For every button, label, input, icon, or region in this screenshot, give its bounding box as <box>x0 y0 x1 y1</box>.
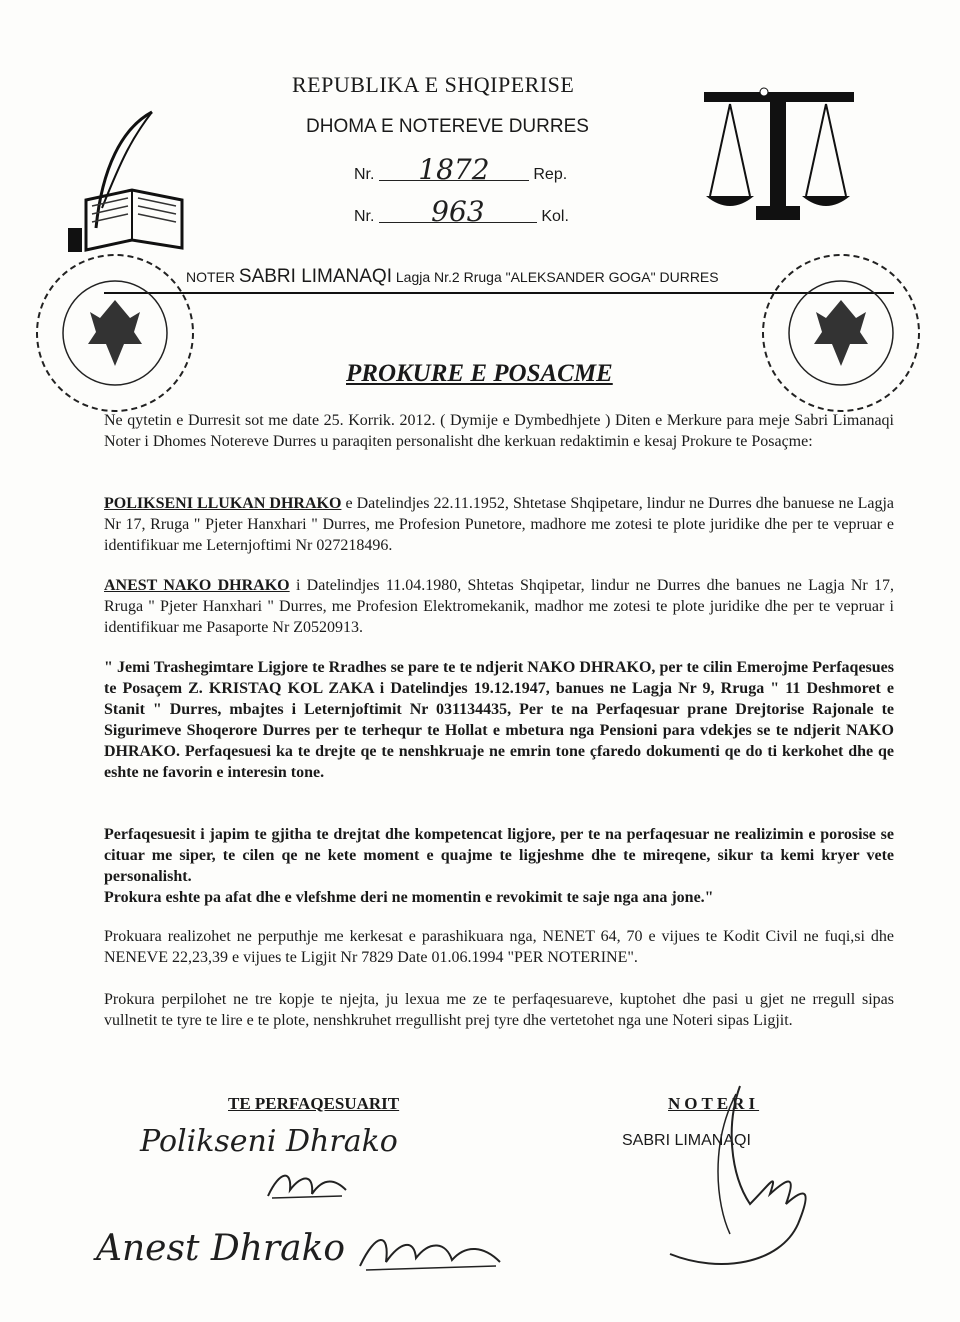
closing-paragraph: Prokura perpilohet ne tre kopje te njejta, ju lexua me ze te perfaqesuareve, kuptohet dhe pasi u gjet ne rregull sipas vullnetit te tyre te lire e te plote, nenshkruhet rregullisht prej tyre dhe vertetohet nga une Noteri sipas Ligjit. <box>104 991 894 1029</box>
person2-text: i Datelindjes 11.04.1980, Shtetas Shqipetar, lindur ne Durres dhe banues ne Lagja Nr 17, Rruga " Pjeter Hanxhari " Durres, me Profesion Elektromekanik, madhor me zotesi te plote juridike dhe per te vepruar i identifikuar me Pasaporte Nr Z0520913. <box>104 577 895 636</box>
quote-paragraph-1: " Jemi Trashegimtare Ligjore te Rradhes se pare te te ndjerit NAKO DHRAKO, per te cilin Emerojme Perfaqesues te Posaçem Z. KRISTAQ KOL ZAKA i Datelindjes 19.12.1947, banues ne Lagja Nr 9, Rruga " 11 Deshmoret e Stanit " Durres, mbajtes i Leternjoftimit Nr 031134435, Per te na Perfaqesuar prane Drejtorise Rajonale te Sigurimeve Shoqerore Durres per te terhequr te Hollat e mbetura nga Pensioni para vdekjes se te ndjerit NAKO DHRAKO. Perfaqesuesi ka te drejte qe te nenshkruaje ne emrin tone çfaredo dokumenti qe do ti kerkohet dhe qe eshte ne favorin e interesin tone. <box>104 659 894 781</box>
book-quill-emblem-icon <box>62 108 212 258</box>
person2-paragraph <box>104 575 894 638</box>
noter-prefix: NOTER <box>186 269 235 285</box>
rep-number: 1872 <box>379 160 529 181</box>
chamber-heading: DHOMA E NOTEREVE DURRES <box>306 116 589 137</box>
person1-paragraph <box>104 493 894 556</box>
republic-heading: REPUBLIKA E SHQIPERISE <box>292 72 575 97</box>
kol-number: 963 <box>379 202 537 223</box>
intro-paragraph: Ne qytetin e Durresit sot me date 25. Korrik. 2012. ( Dymije e Dymbedhjete ) Diten e Merkure para meje Sabri Limanaqi Noter i Dhomes Notereve Durres u paraqiten personalisht dhe kerkuan redaktimin e kesaj Prokure te Posaçme: <box>104 412 894 450</box>
document-title: PROKURE E POSACME <box>346 360 613 387</box>
notary-heading: NOTERI <box>668 1094 760 1113</box>
rep-label: Rep. <box>533 166 568 183</box>
anest-signature-scribble-icon <box>356 1222 506 1282</box>
noter-name: SABRI LIMANAQI <box>238 266 392 287</box>
notary-name: SABRI LIMANAQI <box>622 1132 751 1149</box>
initials-scribble-icon <box>262 1166 352 1206</box>
quote-paragraph-3: Prokura eshte pa afat dhe e vlefshme deri ne momentin e revokimit te saje nga ana jone." <box>104 889 714 906</box>
person1-text: e Datelindjes 22.11.1952, Shtetase Shqipetare, lindur ne Durres dhe banuese ne Lagja Nr 17, Rruga " Pjeter Hanxhari " Durres, me Profesion Punetore, madhore me zotesi te plote juridike dhe per te vepruar e identifikuar me Leternjoftimi Nr 027218496. <box>104 495 894 554</box>
noter-address: Lagja Nr.2 Rruga "ALEKSANDER GOGA" DURRES <box>395 269 719 285</box>
signature-polikseni: Polikseni Dhrako <box>140 1124 398 1159</box>
person1-name: POLIKSENI LLUKAN DHRAKO <box>104 495 342 512</box>
kol-label: Kol. <box>541 208 569 225</box>
legal-basis-paragraph: Prokuara realizohet ne perputhje me kerkesat e parashikuara nga, NENET 64, 70 e vijues te Kodit Civil ne fuqi,si dhe NENEVE 22,23,39 e vijues te Ligjit Nr 7829 Date 01.06.1994 "PER NOTERINE". <box>104 928 894 966</box>
right-notary-seal-icon <box>756 248 926 418</box>
signature-anest: Anest Dhrako <box>96 1228 346 1269</box>
quote-paragraph-2: Perfaqesuesit i japim te gjitha te drejtat dhe kompetencat ligjore, per te na perfaqesuar ne realizimin e porosise se cituar me siper, te cilen qe ne kete moment e quajme te ligjeshme dhe te mireqene, sikur ta kemi kryer vete personalisht. <box>104 826 894 885</box>
scales-of-justice-icon <box>700 86 860 234</box>
nr-label-2: Nr. <box>354 208 375 225</box>
rep-number-row <box>354 153 614 186</box>
nr-label: Nr. <box>354 166 375 183</box>
left-notary-seal-icon <box>30 248 200 418</box>
notary-signature-scribble-icon <box>600 1084 820 1284</box>
kol-number-row <box>354 195 614 228</box>
represented-heading: TE PERFAQESUARIT <box>228 1094 400 1113</box>
person2-name: ANEST NAKO DHRAKO <box>104 577 290 594</box>
